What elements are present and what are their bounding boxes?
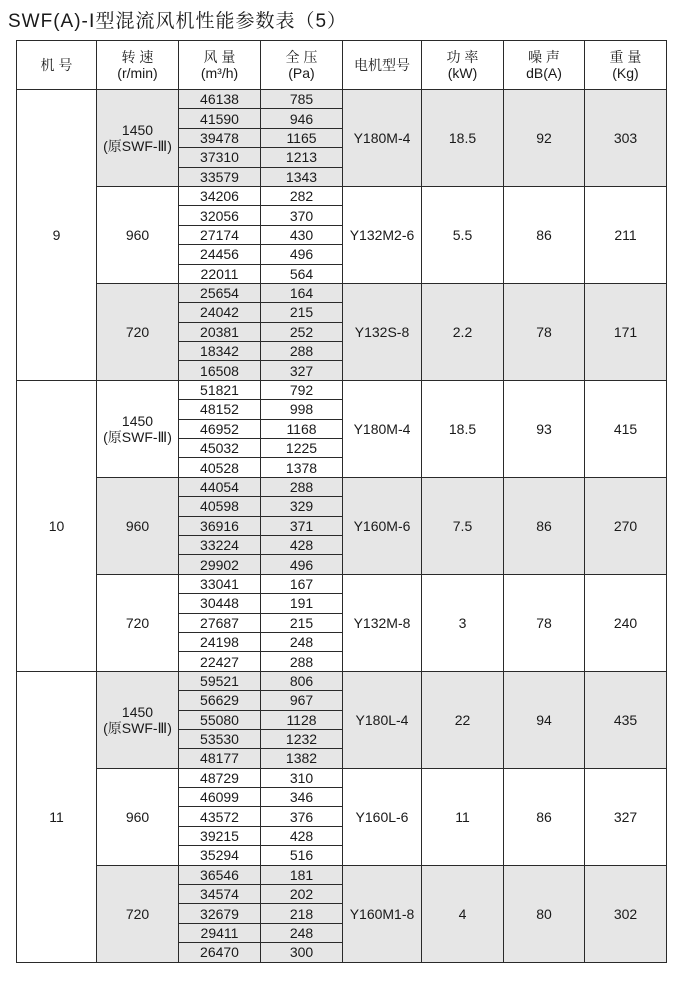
airflow-cell: 34574 [179, 885, 261, 904]
pressure-cell: 282 [261, 186, 343, 205]
airflow-cell: 34206 [179, 186, 261, 205]
weight-cell: 171 [585, 283, 667, 380]
airflow-cell: 53530 [179, 729, 261, 748]
speed-cell [97, 380, 179, 477]
table-body [17, 90, 667, 963]
header-row [17, 41, 667, 90]
airflow-cell: 36546 [179, 865, 261, 884]
airflow-cell: 40598 [179, 497, 261, 516]
table-row [17, 380, 667, 399]
pressure-cell: 346 [261, 788, 343, 807]
pressure-cell: 288 [261, 477, 343, 496]
power-cell: 2.2 [422, 283, 504, 380]
speed-line: (原SWF-Ⅲ) [103, 719, 172, 736]
airflow-cell: 26470 [179, 943, 261, 962]
performance-table [16, 40, 667, 963]
airflow-cell: 24198 [179, 632, 261, 651]
pressure-cell: 428 [261, 535, 343, 554]
power-cell: 7.5 [422, 477, 504, 574]
noise-cell: 78 [504, 574, 585, 671]
pressure-cell: 564 [261, 264, 343, 283]
pressure-cell: 248 [261, 923, 343, 942]
header-line: (Kg) [612, 65, 639, 81]
noise-cell: 92 [504, 90, 585, 187]
page-title: SWF(A)-Ⅰ型混流风机性能参数表（5） [8, 11, 348, 32]
pressure-cell: 428 [261, 826, 343, 845]
airflow-cell: 33041 [179, 574, 261, 593]
airflow-cell: 27687 [179, 613, 261, 632]
header-line: 风 量 [203, 48, 236, 65]
airflow-cell: 24042 [179, 303, 261, 322]
power-cell: 11 [422, 768, 504, 865]
header-line: 全 压 [285, 48, 318, 65]
weight-cell: 327 [585, 768, 667, 865]
motor-cell: Y160M1-8 [343, 865, 422, 962]
weight-cell: 415 [585, 380, 667, 477]
motor-cell: Y132M-8 [343, 574, 422, 671]
header-speed [97, 41, 179, 90]
header-airflow [179, 41, 261, 90]
header-line: (kW) [447, 65, 478, 81]
airflow-cell: 33579 [179, 167, 261, 186]
header-line: 功 率 [446, 48, 479, 65]
airflow-cell: 39478 [179, 128, 261, 147]
airflow-cell: 25654 [179, 283, 261, 302]
pressure-cell: 1128 [261, 710, 343, 729]
airflow-cell: 35294 [179, 846, 261, 865]
airflow-cell: 32056 [179, 206, 261, 225]
pressure-cell: 167 [261, 574, 343, 593]
weight-cell: 211 [585, 186, 667, 283]
pressure-cell: 430 [261, 225, 343, 244]
pressure-cell: 371 [261, 516, 343, 535]
noise-cell: 86 [504, 768, 585, 865]
airflow-cell: 59521 [179, 671, 261, 690]
pressure-cell: 327 [261, 361, 343, 380]
header-line: dB(A) [526, 65, 562, 81]
header-noise [504, 41, 585, 90]
airflow-cell: 24456 [179, 245, 261, 264]
speed-cell [97, 865, 179, 962]
pressure-cell: 300 [261, 943, 343, 962]
airflow-cell: 46952 [179, 419, 261, 438]
header-line: (r/min) [117, 65, 158, 81]
airflow-cell: 46138 [179, 90, 261, 109]
motor-cell: Y132M2-6 [343, 186, 422, 283]
pressure-cell: 1213 [261, 148, 343, 167]
header-line: 电机型号 [354, 56, 410, 73]
motor-cell: Y180L-4 [343, 671, 422, 768]
power-cell: 5.5 [422, 186, 504, 283]
airflow-cell: 51821 [179, 380, 261, 399]
power-cell: 18.5 [422, 380, 504, 477]
machine-no-cell: 9 [17, 90, 97, 381]
pressure-cell: 191 [261, 594, 343, 613]
airflow-cell: 37310 [179, 148, 261, 167]
table-row [17, 768, 667, 787]
airflow-cell: 43572 [179, 807, 261, 826]
header-line: 机 号 [40, 56, 73, 73]
header-line: 转 速 [121, 48, 154, 65]
airflow-cell: 32679 [179, 904, 261, 923]
header-pressure [261, 41, 343, 90]
speed-cell [97, 90, 179, 187]
power-cell: 18.5 [422, 90, 504, 187]
airflow-cell: 44054 [179, 477, 261, 496]
pressure-cell: 202 [261, 885, 343, 904]
table-row [17, 574, 667, 593]
speed-line: 960 [125, 808, 150, 825]
table-row [17, 283, 667, 302]
speed-line: 1450 [121, 412, 154, 429]
table-row [17, 477, 667, 496]
pressure-cell: 288 [261, 652, 343, 671]
noise-cell: 93 [504, 380, 585, 477]
speed-cell [97, 477, 179, 574]
speed-line: 720 [125, 323, 150, 340]
weight-cell: 435 [585, 671, 667, 768]
pressure-cell: 370 [261, 206, 343, 225]
airflow-cell: 29902 [179, 555, 261, 574]
speed-line: (原SWF-Ⅲ) [103, 137, 172, 154]
noise-cell: 78 [504, 283, 585, 380]
motor-cell: Y160L-6 [343, 768, 422, 865]
table-row [17, 865, 667, 884]
airflow-cell: 48152 [179, 400, 261, 419]
speed-cell [97, 671, 179, 768]
speed-line: 960 [125, 517, 150, 534]
weight-cell: 302 [585, 865, 667, 962]
power-cell: 3 [422, 574, 504, 671]
airflow-cell: 48729 [179, 768, 261, 787]
pressure-cell: 806 [261, 671, 343, 690]
pressure-cell: 376 [261, 807, 343, 826]
airflow-cell: 41590 [179, 109, 261, 128]
header-line: 噪 声 [528, 48, 560, 65]
weight-cell: 303 [585, 90, 667, 187]
airflow-cell: 30448 [179, 594, 261, 613]
header-weight [585, 41, 667, 90]
weight-cell: 240 [585, 574, 667, 671]
pressure-cell: 329 [261, 497, 343, 516]
pressure-cell: 215 [261, 303, 343, 322]
power-cell: 4 [422, 865, 504, 962]
pressure-cell: 998 [261, 400, 343, 419]
noise-cell: 86 [504, 477, 585, 574]
pressure-cell: 792 [261, 380, 343, 399]
airflow-cell: 45032 [179, 439, 261, 458]
motor-cell: Y132S-8 [343, 283, 422, 380]
header-machine-no [17, 41, 97, 90]
pressure-cell: 1232 [261, 729, 343, 748]
motor-cell: Y180M-4 [343, 380, 422, 477]
pressure-cell: 164 [261, 283, 343, 302]
airflow-cell: 48177 [179, 749, 261, 768]
airflow-cell: 56629 [179, 691, 261, 710]
pressure-cell: 218 [261, 904, 343, 923]
pressure-cell: 248 [261, 632, 343, 651]
speed-cell [97, 574, 179, 671]
pressure-cell: 496 [261, 555, 343, 574]
pressure-cell: 496 [261, 245, 343, 264]
power-cell: 22 [422, 671, 504, 768]
machine-no-cell: 11 [17, 671, 97, 962]
machine-no-cell: 10 [17, 380, 97, 671]
airflow-cell: 46099 [179, 788, 261, 807]
speed-line: 720 [125, 905, 150, 922]
pressure-cell: 1343 [261, 167, 343, 186]
noise-cell: 86 [504, 186, 585, 283]
pressure-cell: 516 [261, 846, 343, 865]
motor-cell: Y180M-4 [343, 90, 422, 187]
speed-cell [97, 283, 179, 380]
airflow-cell: 29411 [179, 923, 261, 942]
header-line: (m³/h) [200, 65, 239, 81]
pressure-cell: 310 [261, 768, 343, 787]
speed-line: 1450 [121, 703, 154, 720]
speed-line: 1450 [121, 121, 154, 138]
pressure-cell: 1165 [261, 128, 343, 147]
header-power [422, 41, 504, 90]
pressure-cell: 215 [261, 613, 343, 632]
speed-cell [97, 768, 179, 865]
pressure-cell: 252 [261, 322, 343, 341]
airflow-cell: 36916 [179, 516, 261, 535]
motor-cell: Y160M-6 [343, 477, 422, 574]
pressure-cell: 1225 [261, 439, 343, 458]
speed-cell [97, 186, 179, 283]
airflow-cell: 16508 [179, 361, 261, 380]
airflow-cell: 39215 [179, 826, 261, 845]
pressure-cell: 946 [261, 109, 343, 128]
airflow-cell: 20381 [179, 322, 261, 341]
airflow-cell: 40528 [179, 458, 261, 477]
pressure-cell: 1378 [261, 458, 343, 477]
pressure-cell: 181 [261, 865, 343, 884]
pressure-cell: 288 [261, 342, 343, 361]
header-line: (Pa) [288, 65, 315, 81]
pressure-cell: 967 [261, 691, 343, 710]
table-row [17, 90, 667, 109]
noise-cell: 80 [504, 865, 585, 962]
speed-line: 720 [125, 614, 150, 631]
table-row [17, 186, 667, 205]
noise-cell: 94 [504, 671, 585, 768]
airflow-cell: 55080 [179, 710, 261, 729]
pressure-cell: 1168 [261, 419, 343, 438]
table-row [17, 671, 667, 690]
weight-cell: 270 [585, 477, 667, 574]
airflow-cell: 27174 [179, 225, 261, 244]
airflow-cell: 18342 [179, 342, 261, 361]
pressure-cell: 1382 [261, 749, 343, 768]
speed-line: 960 [125, 226, 150, 243]
airflow-cell: 22427 [179, 652, 261, 671]
airflow-cell: 33224 [179, 535, 261, 554]
speed-line: (原SWF-Ⅲ) [103, 428, 172, 445]
header-line: 重 量 [609, 48, 642, 65]
pressure-cell: 785 [261, 90, 343, 109]
header-motor [343, 41, 422, 90]
airflow-cell: 22011 [179, 264, 261, 283]
